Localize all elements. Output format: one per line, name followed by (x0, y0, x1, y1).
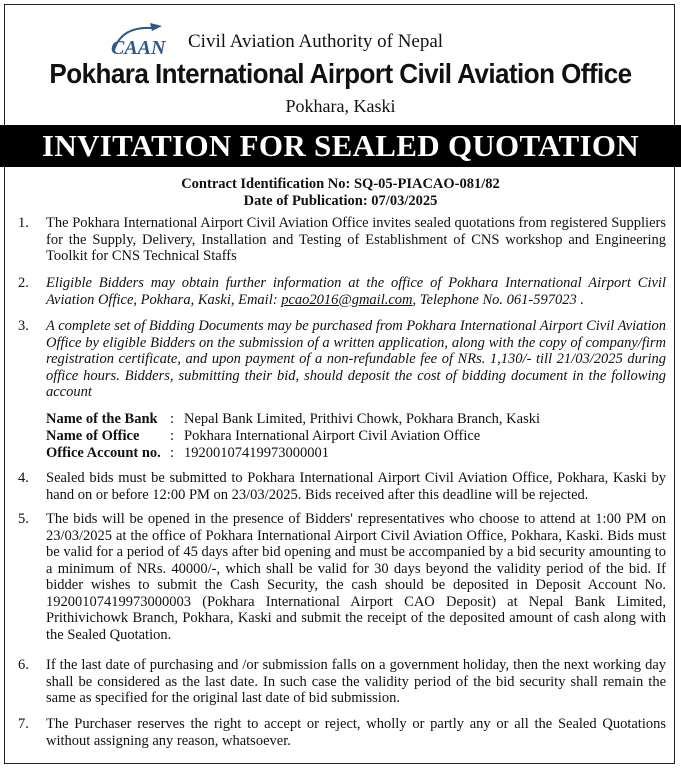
item-text: The Purchaser reserves the right to accept or reject, wholly or partly any or all the Sealed Quotations without assigning any reason, whatsoever. (46, 716, 666, 749)
office-location: Pokhara, Kaski (285, 96, 396, 116)
contract-id: Contract Identification No: SQ-05-PIACAO-081/82 (181, 176, 500, 192)
list-item-4: 4. Sealed bids must be submitted to Pokhara International Airport Civil Aviation Office, Pokhara, Kaski by hand on or before 12:00 PM on 23/03/2025. Bids received after this deadline will be rejected. (18, 470, 666, 503)
list-item-1: 1. The Pokhara International Airport Civil Aviation Office invites sealed quotations from registered Suppliers for the Supply, Delivery, Installation and Testing of Establishment of CNS workshop and Engineering Toolkit for CNS Technical Staffs (18, 215, 666, 264)
caan-logo (104, 20, 170, 60)
notice-banner: INVITATION FOR SEALED QUOTATION (0, 125, 681, 167)
account-row: Office Account no. : 19200107419973000001 (46, 445, 329, 461)
list-item-5: 5. The bids will be opened in the presence of Bidders' representatives who choose to attend at 1:00 PM on 23/03/2025 at the office of Pokhara International Airport Civil Aviation Office, Pokhara, Kaski. Bids must be valid for a period of 45 days after bid opening and must be accompanied by a bid security amounting to a minimum of NRs. 40000/-, which shall be valid for 30 days beyond the validity period of the bid. If bidder wishes to submit the Cash Security, the cash should be deposited in Deposit Account No. 19200107419973000003 (Pokhara International Airport CAO Deposit) at Nepal Bank Limited, Prithivichowk Branch, Pokhara, Kaski and submit the receipt of the deposited amount of cash along with the Sealed Quotation. (18, 511, 666, 643)
item-text: If the last date of purchasing and /or submission falls on a government holiday, then the next working day shall be considered as the last date. In such case the validity period of the bid security shall remain the same as specified for the original last date of bid submission. (46, 657, 666, 706)
list-item-6: 6. If the last date of purchasing and /or submission falls on a government holiday, then the next working day shall be considered as the last date. In such case the validity period of the bid security shall remain the same as specified for the original last date of bid submission. (18, 657, 666, 706)
item-text: Sealed bids must be submitted to Pokhara International Airport Civil Aviation Office, Pokhara, Kaski by hand on or before 12:00 PM on 23/03/2025. Bids received after this deadline will be rejected. (46, 470, 666, 503)
list-item-2: 2. Eligible Bidders may obtain further information at the office of Pokhara International Airport Civil Aviation Office, Pokhara, Kaski, Email: pcao2016@gmail.com, Telephone No. 061-597023 . (18, 275, 666, 308)
item-text: Eligible Bidders may obtain further information at the office of Pokhara International Airport Civil Aviation Office, Pokhara, Kaski, Email: pcao2016@gmail.com, Telephone No. 061-597023 . (46, 275, 666, 308)
authority-name: Civil Aviation Authority of Nepal (188, 31, 444, 52)
bank-row: Name of the Bank : Nepal Bank Limited, Prithivi Chowk, Pokhara Branch, Kaski (46, 411, 541, 427)
publication-date: Date of Publication: 07/03/2025 (243, 193, 438, 209)
item-text: A complete set of Bidding Documents may be purchased from Pokhara International Airport Civil Aviation Office by eligible Bidders on the submission of a written application, along with the copy of company/firm registration certificate, and upon payment of a non-refundable fee of NRs. 1,130/- till 21/03/2025 during office hours. Bidders, submitting their bid, should deposit the cost of bidding document in the following account (46, 318, 666, 400)
svg-text:CAAN: CAAN (111, 37, 166, 59)
list-item-7: 7. The Purchaser reserves the right to accept or reject, wholly or partly any or all the Sealed Quotations without assigning any reason, whatsoever. (18, 716, 666, 749)
item-text: The Pokhara International Airport Civil Aviation Office invites sealed quotations from registered Suppliers for the Supply, Delivery, Installation and Testing of Establishment of CNS workshop and Engineering Toolkit for CNS Technical Staffs (46, 215, 666, 264)
email-link[interactable]: pcao2016@gmail.com (281, 291, 413, 308)
item-text: The bids will be opened in the presence of Bidders' representatives who choose to attend at 1:00 PM on 23/03/2025 at the office of Pokhara International Airport Civil Aviation Office, Pokhara, Kaski. Bids must be valid for a period of 45 days after bid opening and must be accompanied by a bid security amounting to a minimum of NRs. 40000/-, which shall be valid for 30 days beyond the validity period of the bid. If bidder wishes to submit the Cash Security, the cash should be deposited in Deposit Account No. 19200107419973000003 (Pokhara International Airport CAO Deposit) at Nepal Bank Limited, Prithivichowk Branch, Pokhara, Kaski and submit the receipt of the deposited amount of cash along with the Sealed Quotation. (46, 511, 666, 643)
office-row: Name of Office : Pokhara International Airport Civil Aviation Office (46, 428, 481, 444)
office-title: Pokhara International Airport Civil Aviation Office (49, 58, 632, 89)
list-item-3: 3. A complete set of Bidding Documents may be purchased from Pokhara International Airport Civil Aviation Office by eligible Bidders on the submission of a written application, along with the copy of company/firm registration certificate, and upon payment of a non-refundable fee of NRs. 1,130/- till 21/03/2025 during office hours. Bidders, submitting their bid, should deposit the cost of bidding document in the following account (18, 318, 666, 400)
